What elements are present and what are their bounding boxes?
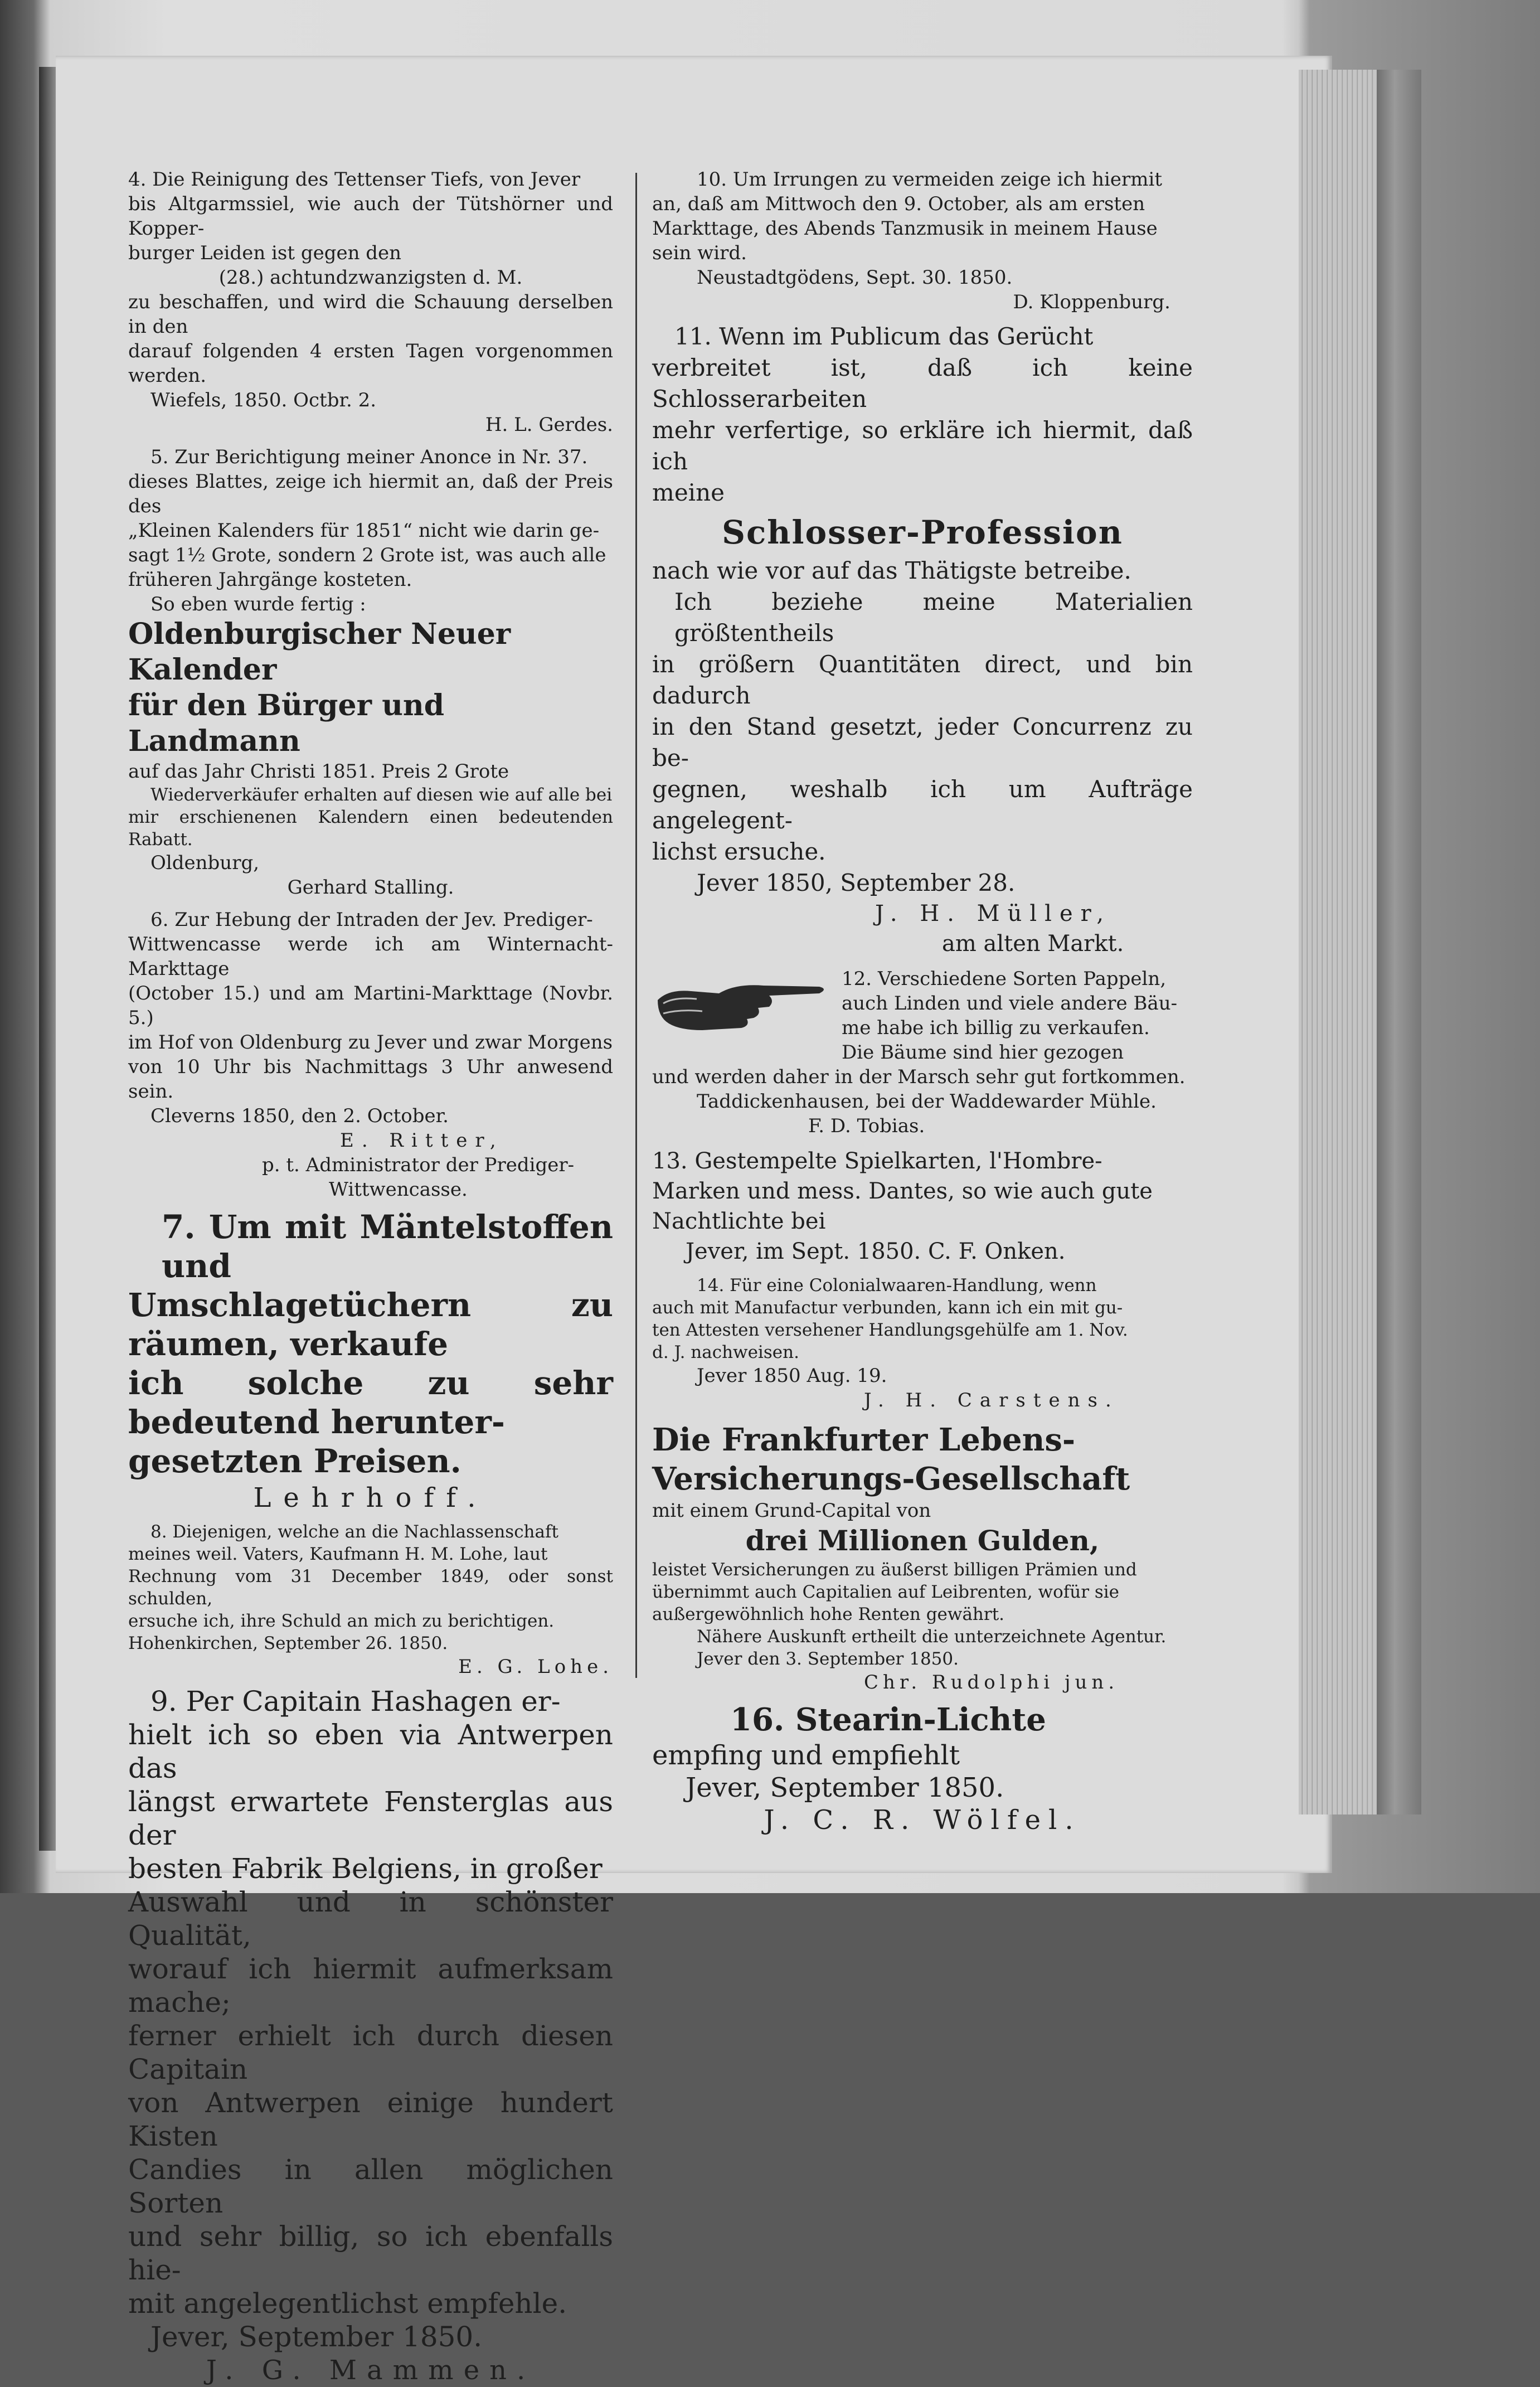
- text-line: ferner erhielt ich durch diesen Capitain: [128, 2020, 613, 2085]
- text-line: 14. Für eine Colonialwaaren-Handlung, wenn: [697, 1275, 1097, 1296]
- text-line: am alten Markt.: [942, 931, 1124, 957]
- left-page-edge: [39, 67, 56, 1851]
- text-line: Jever den 3. September 1850.: [697, 1649, 959, 1669]
- text-line: „Kleinen Kalenders für 1851“ nicht wie darin ge-: [128, 520, 600, 542]
- text-line: mir erschienenen Kalendern einen bedeutenden Rabatt.: [128, 807, 613, 850]
- heading-line: gesetzten Preisen.: [128, 1442, 461, 1480]
- text-line: Jever, im Sept. 1850. C. F. Onken.: [686, 1239, 1066, 1264]
- text-line: Jever, September 1850.: [150, 2321, 483, 2353]
- text-line: an, daß am Mittwoch den 9. October, als am ersten: [652, 193, 1145, 215]
- text-line: von Antwerpen einige hundert Kisten: [128, 2087, 613, 2152]
- text-line: leistet Versicherungen zu äußerst billigen Prämien und: [652, 1560, 1137, 1580]
- notice-8: [128, 1521, 613, 1679]
- heading-line: Umschlagetüchern zu räumen, verkaufe: [128, 1286, 613, 1363]
- heading-line: 7. Um mit Mäntelstoffen und: [162, 1208, 613, 1285]
- signature: H. L. Gerdes.: [485, 414, 613, 436]
- text-line: Wiefels, 1850. Octbr. 2.: [150, 389, 377, 411]
- text-line: längst erwartete Fensterglas aus der: [128, 1786, 613, 1851]
- text-line: sagt 1½ Grote, sondern 2 Grote ist, was auch alle: [128, 544, 606, 566]
- signature: Gerhard Stalling.: [287, 876, 454, 899]
- text-line: worauf ich hiermit aufmerksam mache;: [128, 1953, 613, 2019]
- text-line: 13. Gestempelte Spielkarten, l'Hombre-: [652, 1148, 1102, 1174]
- text-line: mit angelegentlichst empfehle.: [128, 2287, 567, 2320]
- text-line: Candies in allen möglichen Sorten: [128, 2153, 613, 2219]
- text-line: Jever 1850, September 28.: [697, 869, 1016, 896]
- text-line: 8. Diejenigen, welche an die Nachlassenschaft: [150, 1522, 558, 1542]
- page-stack-edge: [1299, 70, 1377, 1814]
- signature: J. H. Müller,: [875, 901, 1112, 926]
- text-line: mehr verfertige, so erkläre ich hiermit, daß ich: [652, 416, 1193, 475]
- text-line: 10. Um Irrungen zu vermeiden zeige ich hiermit: [697, 168, 1163, 191]
- text-line: Wittwencasse werde ich am Winternacht-Markttage: [128, 933, 613, 980]
- text-line: 5. Zur Berichtigung meiner Anonce in Nr. 37.: [150, 446, 588, 468]
- notice-7: [128, 1207, 613, 1515]
- text-line: nach wie vor auf das Thätigste betreibe.: [652, 557, 1131, 584]
- text-line: auch mit Manufactur verbunden, kann ich ein mit gu-: [652, 1298, 1123, 1318]
- text-line: 12. Verschiedene Sorten Pappeln,: [842, 968, 1167, 990]
- text-line: Die Bäume sind hier gezogen: [842, 1041, 1124, 1064]
- heading-line: Schlosser-Profession: [722, 513, 1123, 551]
- notice-14: [652, 1274, 1193, 1413]
- heading-line: Oldenburgischer Neuer Kalender: [128, 617, 511, 687]
- signature: F. D. Tobias.: [808, 1115, 925, 1137]
- heading-line: 16. Stearin-Lichte: [730, 1701, 1046, 1738]
- text-line: Jever 1850 Aug. 19.: [697, 1365, 887, 1387]
- text-line: 9. Per Capitain Hashagen er-: [150, 1685, 561, 1718]
- text-line: Cleverns 1850, den 2. October.: [150, 1105, 449, 1127]
- pointing-hand-icon: [652, 972, 830, 1039]
- text-line: darauf folgenden 4 ersten Tagen vorgenommen werden.: [128, 340, 613, 387]
- text-line: und sehr billig, so ich ebenfalls hie-: [128, 2220, 613, 2286]
- text-line: Ich beziehe meine Materialien größtentheils: [674, 588, 1193, 647]
- text-line: 6. Zur Hebung der Intraden der Jev. Prediger-: [150, 909, 593, 931]
- text-line: bis Altgarmssiel, wie auch der Tütshörner und Kopper-: [128, 193, 613, 240]
- text-line: 4. Die Reinigung des Tettenser Tiefs, von Jever: [128, 168, 581, 191]
- text-line: sein wird.: [652, 242, 747, 264]
- text-line: Wittwencasse.: [329, 1178, 468, 1201]
- text-line: (28.) achtundzwanzigsten d. M.: [218, 266, 523, 289]
- right-column: [652, 167, 1193, 1836]
- text-line: zu beschaffen, und wird die Schauung derselben in den: [128, 291, 613, 338]
- text-line: Rechnung vom 31 December 1849, oder sonst schulden,: [128, 1566, 613, 1609]
- notice-9: [128, 1685, 613, 2387]
- text-line: Hohenkirchen, September 26. 1850.: [128, 1633, 448, 1653]
- heading-line: drei Millionen Gulden,: [745, 1524, 1100, 1557]
- text-line: meines weil. Vaters, Kaufmann H. M. Lohe, laut: [128, 1544, 548, 1564]
- text-line: in größern Quantitäten direct, und bin dadurch: [652, 651, 1193, 709]
- text-line: Taddickenhausen, bei der Waddewarder Mühle.: [697, 1090, 1157, 1113]
- text-line: gegnen, weshalb ich um Aufträge angelegent-: [652, 775, 1193, 834]
- text-line: Wiederverkäufer erhalten auf diesen wie auf alle bei: [150, 785, 613, 805]
- text-line: meine: [652, 479, 725, 506]
- text-line: me habe ich billig zu verkaufen.: [842, 1017, 1150, 1039]
- text-line: (October 15.) und am Martini-Markttage (Novbr. 5.): [128, 982, 613, 1029]
- text-line: p. t. Administrator der Prediger-: [262, 1154, 575, 1176]
- text-line: Marken und mess. Dantes, so wie auch gute: [652, 1178, 1153, 1204]
- text-line: hielt ich so eben via Antwerpen das: [128, 1719, 613, 1784]
- notice-15: [652, 1420, 1193, 1695]
- text-line: d. J. nachweisen.: [652, 1342, 799, 1362]
- signature: D. Kloppenburg.: [1013, 291, 1170, 313]
- notice-5: [128, 445, 613, 900]
- text-line: ten Attesten versehener Handlungsgehülfe am 1. Nov.: [652, 1320, 1128, 1340]
- text-line: Nachtlichte bei: [652, 1209, 826, 1234]
- text-line: verbreitet ist, daß ich keine Schlosserarbeiten: [652, 354, 1193, 413]
- heading-line: für den Bürger und Landmann: [128, 688, 445, 758]
- signature: Chr. Rudolphi jun.: [864, 1671, 1119, 1694]
- text-line: im Hof von Oldenburg zu Jever und zwar Morgens: [128, 1031, 613, 1054]
- text-line: Jever, September 1850.: [686, 1772, 1004, 1803]
- text-line: übernimmt auch Capitalien auf Leibrenten, wofür sie: [652, 1582, 1120, 1602]
- signature: E. Ritter,: [340, 1129, 504, 1152]
- signature: Lehrhoff.: [253, 1482, 488, 1513]
- heading-line: ich solche zu sehr bedeutend herunter-: [128, 1364, 613, 1441]
- text-line: Neustadtgödens, Sept. 30. 1850.: [697, 266, 1013, 289]
- text-line: auf das Jahr Christi 1851. Preis 2 Grote: [128, 760, 509, 783]
- signature: J. H. Carstens.: [864, 1389, 1119, 1411]
- text-line: auch Linden und viele andere Bäu-: [842, 992, 1178, 1015]
- text-line: dieses Blattes, zeige ich hiermit an, daß der Preis des: [128, 470, 613, 517]
- text-line: lichst ersuche.: [652, 838, 826, 865]
- text-line: mit einem Grund-Capital von: [652, 1500, 931, 1522]
- book-cover-edge: [1377, 70, 1421, 1814]
- notice-10: [652, 167, 1193, 314]
- text-line: und werden daher in der Marsch sehr gut fortkommen.: [652, 1066, 1186, 1088]
- notice-12: [652, 967, 1193, 1138]
- text-line: So eben wurde fertig :: [150, 593, 366, 615]
- notice-4: [128, 167, 613, 437]
- text-line: Oldenburg,: [150, 852, 260, 874]
- text-line: empfing und empfiehlt: [652, 1740, 960, 1771]
- notice-16: [652, 1700, 1193, 1836]
- signature: J. C. R. Wölfel.: [764, 1804, 1081, 1836]
- text-line: früheren Jahrgänge kosteten.: [128, 569, 412, 591]
- signature: E. G. Lohe.: [458, 1656, 613, 1678]
- text-line: besten Fabrik Belgiens, in großer: [128, 1852, 603, 1885]
- heading-line: Die Frankfurter Lebens-: [652, 1421, 1076, 1458]
- notice-11: [652, 321, 1193, 959]
- signature: J. G. Mammen.: [206, 2355, 536, 2386]
- notice-13: [652, 1146, 1193, 1267]
- text-line: 11. Wenn im Publicum das Gerücht: [674, 323, 1094, 350]
- text-line: Auswahl und in schönster Qualität,: [128, 1886, 613, 1952]
- text-line: in den Stand gesetzt, jeder Concurrenz zu be-: [652, 713, 1193, 772]
- text-line: von 10 Uhr bis Nachmittags 3 Uhr anwesend sein.: [128, 1056, 613, 1103]
- left-column: [128, 167, 613, 2387]
- text-line: außergewöhnlich hohe Renten gewährt.: [652, 1604, 1005, 1624]
- heading-line: Versicherungs-Gesellschaft: [652, 1461, 1130, 1497]
- text-line: ersuche ich, ihre Schuld an mich zu berichtigen.: [128, 1611, 555, 1631]
- text-line: burger Leiden ist gegen den: [128, 242, 402, 264]
- notice-6: [128, 908, 613, 1202]
- text-line: Markttage, des Abends Tanzmusik in meinem Hause: [652, 217, 1158, 240]
- column-rule: [635, 173, 637, 1678]
- text-line: Nähere Auskunft ertheilt die unterzeichnete Agentur.: [697, 1627, 1167, 1647]
